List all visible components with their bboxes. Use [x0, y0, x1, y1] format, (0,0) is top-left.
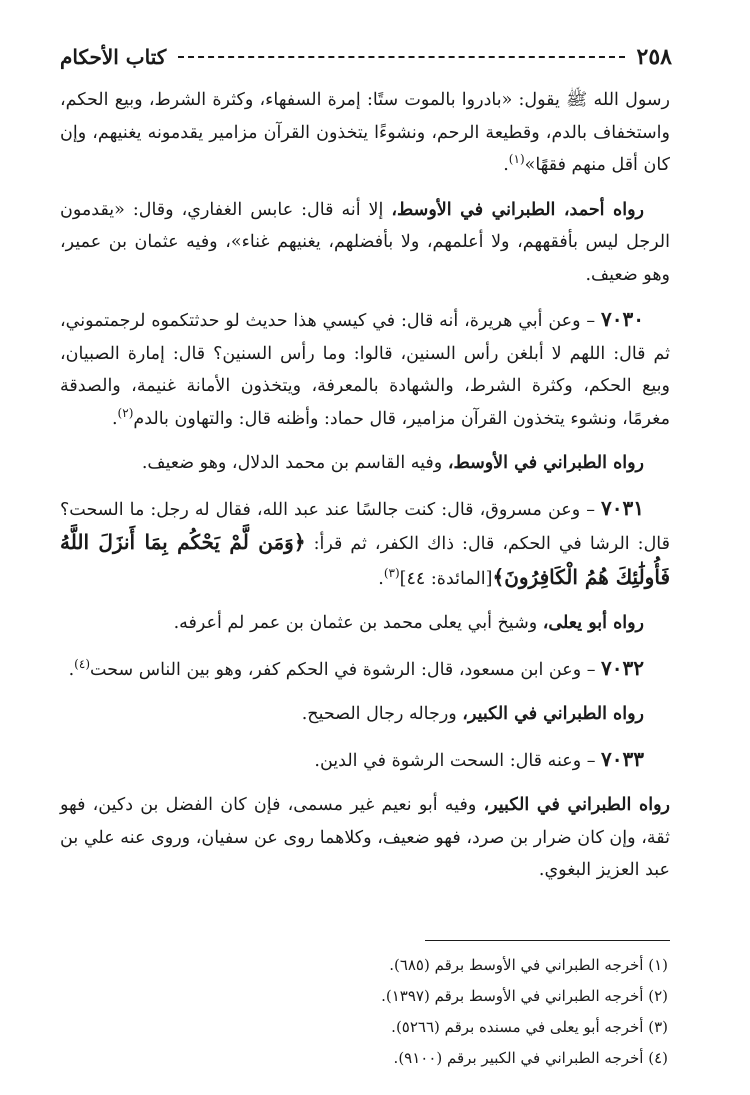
book-title: كتاب الأحكام	[60, 45, 167, 69]
hadith-7031: ٧٠٣١ – وعن مسروق، قال: كنت جالسًا عند عبد الله، فقال له رجل: ما السحت؟ قال: الرشا في الحكم، قال: ذاك الكفر، ثم قرأ: ﴿وَمَن لَّمْ يَحْكُم بِمَا أَنزَلَ اللَّهُ فَأُولَٰئِكَ هُمُ الْكَافِرُونَ﴾[المائدة: ٤٤]$^{(٣)}$.	[60, 495, 670, 589]
source-label: رواه الطبراني في الكبير،	[483, 795, 670, 815]
source-label: رواه أحمد، الطبراني في الأوسط،	[391, 199, 644, 220]
footnote-1: (١) أخرجه الطبراني في الأوسط برقم (٦٨٥).	[389, 956, 668, 974]
source-paragraph	[60, 698, 670, 731]
paragraph-text: رسول الله ﷺ يقول: «بادروا بالموت ستًا: إمرة السفهاء، وكثرة الشرط، وبيع الحكم، واستخفاف بالدم، وقطيعة الرحم، ونشوءًا يتخذون القرآن مزامير يقدمونه يغنيهم، وإن كان أقل منهم فقهًا»	[60, 90, 670, 175]
source-paragraph	[60, 607, 670, 640]
hadith-number: ٧٠٣٢	[601, 655, 644, 680]
footnote-ref: (٢)	[117, 405, 134, 420]
hadith-text: – وعن مسروق، قال: كنت جالسًا عند عبد الله، فقال له رجل: ما السحت؟ قال: الرشا في الحكم، قال: ذاك الكفر، ثم قرأ:	[60, 499, 670, 554]
paragraph-continuation: رسول الله ﷺ يقول: «بادروا بالموت ستًا: إمرة السفهاء، وكثرة الشرط، وبيع الحكم، واستخفاف بالدم، وقطيعة الرحم، ونشوءًا يتخذون القرآن مزامير يقدمونه يغنيهم، وإن كان أقل منهم فقهًا»$^{(١)}$.	[60, 90, 670, 175]
hadith-text: – وعن أبي هريرة، أنه قال: في كيسي هذا حديث لو حدثتكموه لرجمتموني، ثم قال: اللهم لا أبلغن رأس السنين، قالوا: وما رأس السنين؟ قال: إمارة الصبيان، وبيع الحكم، وكثرة الشرط، والشهادة بالمعرفة، ويتخذون الأمانة غنيمة، والصدقة مغرمًا، ونشوء يتخذون القرآن مزامير، قال حماد: وأظنه قال: والتهاون بالدم	[60, 311, 670, 429]
source-text: وفيه أبو نعيم غير مسمى، فإن كان الفضل بن دكين، فهو ثقة، وإن كان ضرار بن صرد، فهو ضعيف، وكلاهما روى عن سفيان، وروى عنه علي بن عبد العزيز البغوي.	[60, 795, 670, 880]
footnote-ref: (٣)	[383, 565, 400, 580]
hadith-text: – وعن ابن مسعود، قال: الرشوة في الحكم كفر، وهو بين الناس سحت	[90, 659, 602, 680]
source-text: ورجاله رجال الصحيح.	[301, 704, 463, 724]
source-label: رواه الطبراني في الأوسط،	[447, 453, 644, 473]
source-text: وشيخ أبي يعلى محمد بن عثمان بن عمر لم أعرفه.	[173, 613, 543, 633]
hadith-7030: ٧٠٣٠ – وعن أبي هريرة، أنه قال: في كيسي هذا حديث لو حدثتكموه لرجمتموني، ثم قال: اللهم لا أبلغن رأس السنين، قالوا: وما رأس السنين؟ قال: إمارة الصبيان، وبيع الحكم، وكثرة الشرط، والشهادة بالمعرفة، ويتخذون الأمانة غنيمة، والصدقة مغرمًا، ونشوء يتخذون القرآن مزامير، قال حماد: وأظنه قال: والتهاون بالدم$^{(٢)}$.	[60, 307, 670, 429]
footnote-3: (٣) أخرجه أبو يعلى في مسنده برقم (٥٢٦٦).	[391, 1018, 668, 1036]
page-header	[60, 40, 672, 74]
source-label: رواه الطبراني في الكبير،	[462, 704, 644, 724]
hadith-7033	[60, 743, 670, 778]
page-body	[60, 84, 670, 899]
hadith-number: ٧٠٣٠	[601, 307, 644, 331]
header-dashed-rule	[178, 56, 624, 58]
source-paragraph	[60, 194, 670, 292]
quran-reference: [المائدة: ٤٤]	[399, 568, 493, 589]
hadith-text: – وعنه قال: السحت الرشوة في الدين.	[314, 750, 602, 771]
source-label: رواه أبو يعلى،	[542, 613, 644, 633]
footnote-4: (٤) أخرجه الطبراني في الكبير برقم (٩١٠٠).	[393, 1049, 668, 1067]
footnotes	[200, 950, 668, 1074]
source-paragraph	[60, 789, 670, 887]
source-paragraph	[60, 447, 670, 480]
quran-verse: ﴿وَمَن لَّمْ يَحْكُم بِمَا أَنزَلَ اللَّهُ فَأُولَٰئِكَ هُمُ الْكَافِرُونَ﴾	[60, 530, 670, 589]
page-number: ٢٥٨	[636, 44, 672, 70]
hadith-7032: ٧٠٣٢ – وعن ابن مسعود، قال: الرشوة في الحكم كفر، وهو بين الناس سحت$^{(٤)}$.	[68, 655, 644, 680]
hadith-number: ٧٠٣٣	[601, 746, 644, 771]
footnote-ref: (١)	[508, 152, 525, 167]
footnote-separator	[425, 940, 670, 941]
source-text: إلا أنه قال: عابس الغفاري، وقال: «يقدمون الرجل ليس بأفقههم، ولا أعلمهم، ولا بأفضلهم، يغنيهم غناء»، وفيه عثمان بن عمير، وهو ضعيف.	[60, 199, 670, 285]
hadith-number: ٧٠٣١	[601, 495, 644, 520]
source-text: وفيه القاسم بن محمد الدلال، وهو ضعيف.	[141, 453, 448, 473]
footnote-2: (٢) أخرجه الطبراني في الأوسط برقم (١٣٩٧).	[381, 987, 668, 1005]
footnote-ref: (٤)	[74, 656, 90, 671]
